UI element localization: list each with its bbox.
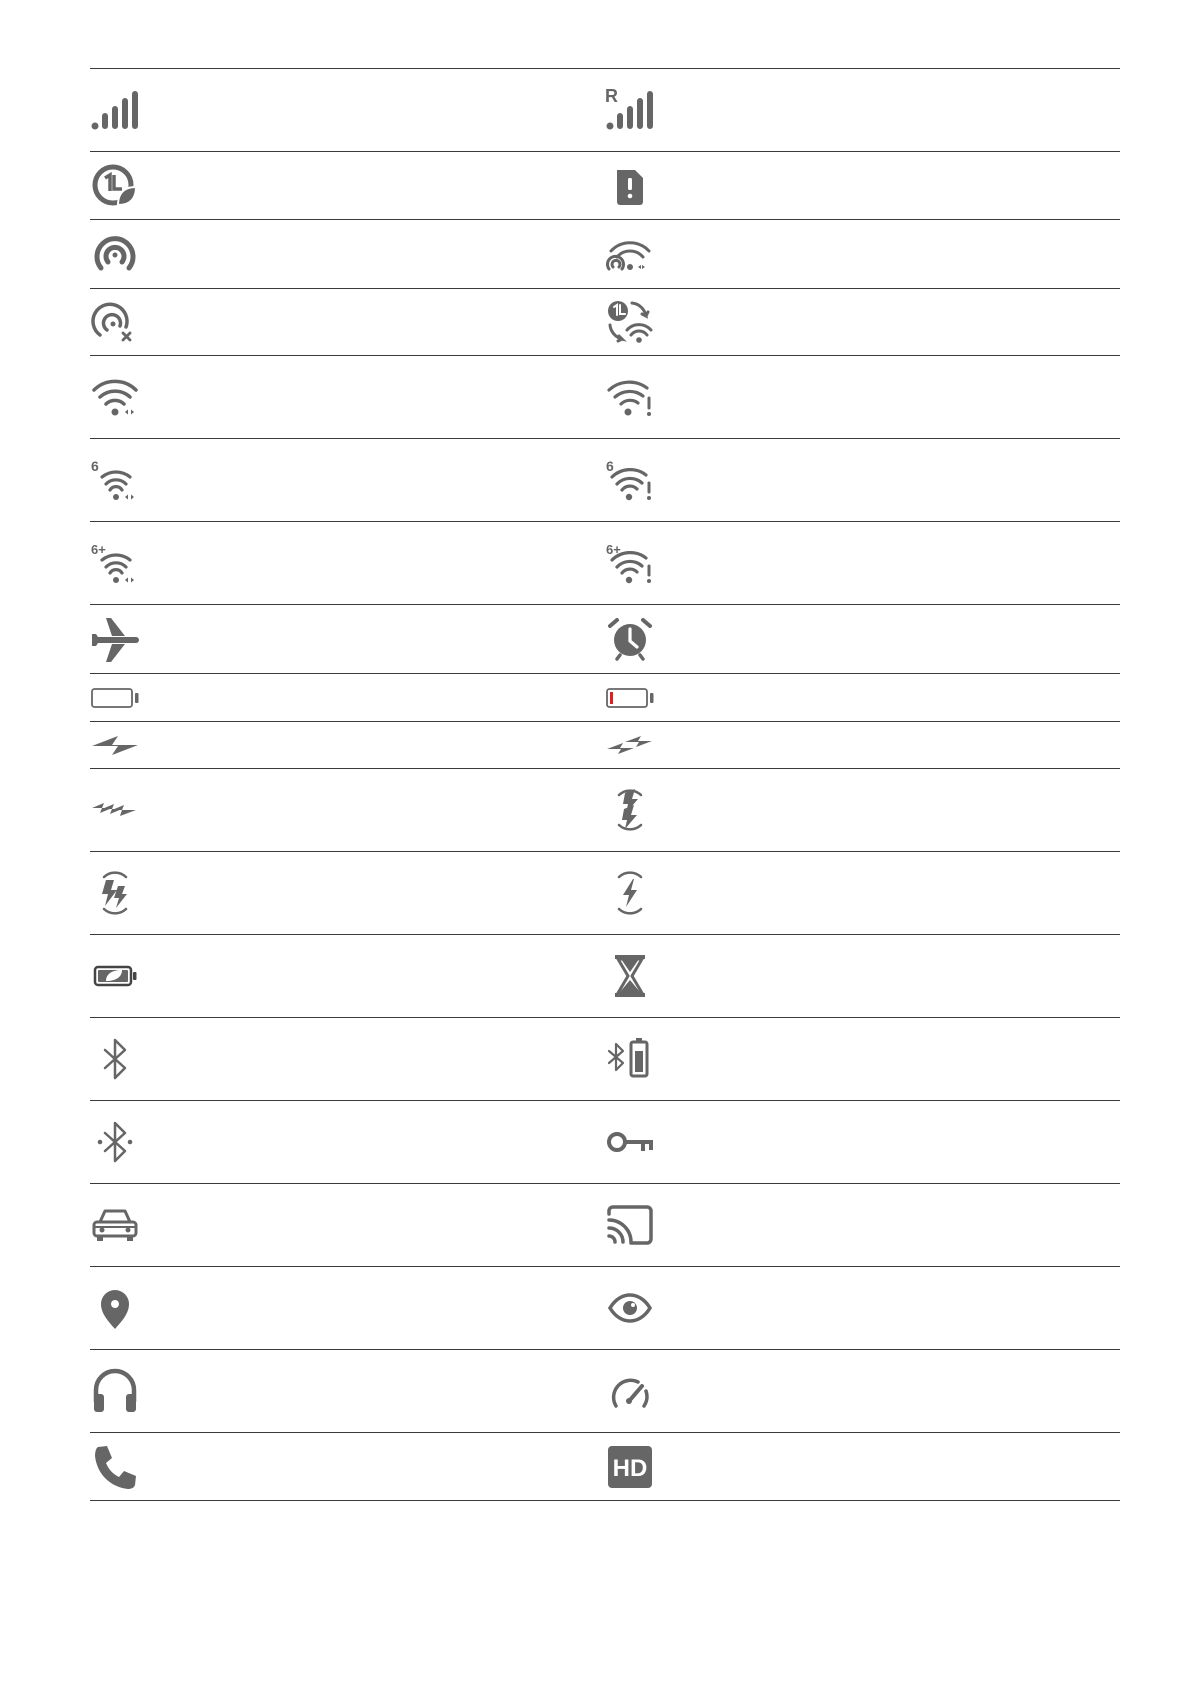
table-cell [605,439,1120,521]
table-row [90,355,1120,438]
table-cell [605,152,1120,219]
performance-mode-icon [605,1366,655,1416]
table-row [90,768,1120,851]
table-row [90,1349,1120,1432]
table-cell [605,1184,1120,1266]
driving-mode-icon [90,1200,140,1250]
wireless-fast-charging-icon [605,868,655,918]
super-charging-fast-icon [90,785,140,835]
wifi6-label: 6 [606,458,614,474]
wifi6-no-internet-icon [605,455,655,505]
table-row [90,1017,1120,1100]
table-row [90,219,1120,288]
table-cell [90,289,605,355]
table-cell [605,1018,1120,1100]
airplane-mode-icon [90,614,140,664]
vpn-key-icon [605,1117,655,1167]
table-cell [605,69,1120,151]
table-row [90,721,1120,768]
table-row [90,521,1120,604]
table-cell [90,1184,605,1266]
table-row [90,673,1120,721]
signal-strength-icon [90,85,140,135]
table-cell [90,220,605,288]
roaming-signal-icon [605,85,655,135]
table-cell [90,1018,605,1100]
table-row [90,1432,1120,1501]
roaming-label: R [605,86,618,106]
table-cell [90,1433,605,1500]
hotspot-icon [90,229,140,279]
table-row [90,438,1120,521]
table-cell [90,935,605,1017]
power-saving-icon [90,963,140,989]
table-row [90,288,1120,355]
wifi6-label: 6 [91,458,99,474]
table-cell [605,852,1120,934]
status-icon-table [90,68,1120,1501]
table-cell [90,1350,605,1432]
charging-icon [90,732,140,758]
table-cell [90,152,605,219]
table-cell [90,722,605,768]
wifi-no-internet-icon [605,372,655,422]
table-cell [605,722,1120,768]
hourglass-icon [605,951,655,1001]
hotspot-wifi-icon [605,229,655,279]
table-cell [605,1267,1120,1349]
table-cell [90,674,605,721]
table-cell [605,1350,1120,1432]
table-cell [605,522,1120,604]
table-cell [605,289,1120,355]
projection-icon [605,1200,655,1250]
table-cell [605,605,1120,673]
wireless-charging-icon [90,868,140,918]
eye-comfort-icon [605,1283,655,1333]
alarm-icon [605,614,655,664]
table-cell [605,674,1120,721]
wifi6plus-icon [90,538,140,588]
location-icon [90,1283,140,1333]
super-charging-icon [605,732,655,758]
data-saver-icon [90,161,140,211]
battery-empty-icon [90,685,140,711]
table-cell [90,439,605,521]
table-cell [605,220,1120,288]
table-row [90,68,1120,151]
bluetooth-battery-icon [605,1034,655,1084]
table-row [90,604,1120,673]
table-row [90,1100,1120,1183]
table-cell [90,1267,605,1349]
data-wifi-switch-icon [605,297,655,347]
no-sim-card-icon [605,161,655,211]
table-cell [605,1101,1120,1183]
table-row [90,1183,1120,1266]
hd-voice-icon [605,1442,655,1492]
wireless-super-charging-icon [605,785,655,835]
wifi6plus-no-internet-icon [605,538,655,588]
table-row [90,851,1120,934]
table-cell [90,605,605,673]
call-icon [90,1442,140,1492]
wifi6plus-label: 6+ [606,542,621,557]
table-cell [605,769,1120,851]
hd-label: HD [612,1454,648,1482]
wifi6plus-label: 6+ [91,542,106,557]
table-row [90,151,1120,219]
hotspot-disconnected-icon [90,297,140,347]
table-cell [605,356,1120,438]
table-row [90,934,1120,1017]
table-cell [90,522,605,604]
headset-icon [90,1366,140,1416]
table-cell [90,769,605,851]
table-cell [90,69,605,151]
table-cell [90,356,605,438]
battery-low-icon [605,685,655,711]
table-row [90,1266,1120,1349]
wifi-icon [90,372,140,422]
table-cell [605,935,1120,1017]
bluetooth-connected-icon [90,1117,140,1167]
bluetooth-icon [90,1034,140,1084]
wifi6-icon [90,455,140,505]
table-cell [90,852,605,934]
table-cell [605,1433,1120,1500]
table-cell [90,1101,605,1183]
